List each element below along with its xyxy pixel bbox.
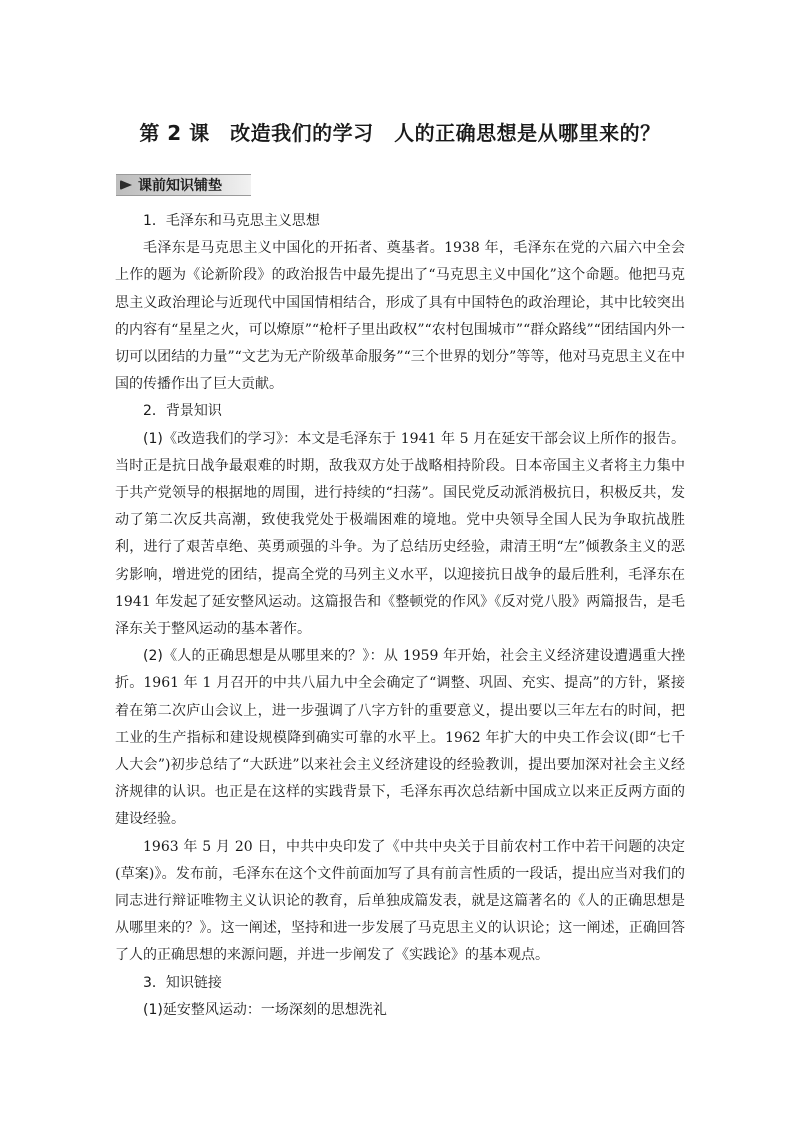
paragraph-maozedong: 毛泽东是马克思主义中国化的开拓者、奠基者。1938 年，毛泽东在党的六届六中全会上作的题为《论新阶段》的政治报告中最先提出了“马克思主义中国化”这个命题。他把马克思主义政治理论与近现代中国国情相结合，形成了具有中国特色的政治理论，其中比较突出的内容有“星星之火，可以燎原”“枪杆子里出政权”“农村包围城市”“群众路线”“团结国内外一切可以团结的力量”“文艺为无产阶级革命服务”“三个世界的划分”等等，他对马克思主义在中国的传播作出了巨大贡献。	[115, 240, 685, 393]
paragraph-gaizao	[115, 426, 685, 644]
section-heading-1: 1．毛泽东和马克思主义思想	[143, 213, 320, 229]
document-body	[115, 208, 685, 1024]
paragraph-text: 本文是毛泽东于 1941 年 5 月在延安干部会议上所作的报告。当时正是抗日战争最艰难的时期，敌我双方处于战略相持阶段。日本帝国主义者将主力集中于共产党领导的根据地的周围，进行持续的“扫荡”。国民党反动派消极抗日，积极反共，发动了第二次反共高潮，致使我党处于极端困难的境地。党中央领导全国人民为争取抗战胜利，进行了艰苦卓绝、英勇顽强的斗争。为了总结历史经验，肃清王明“左”倾教条主义的恶劣影响，增进党的团结，提高全党的马列主义水平，以迎接抗日战争的最后胜利，毛泽东在 1941 年发起了延安整风运动。这篇报告和《整顿党的作风》《反对党八股》两篇报告，是毛泽东关于整风运动的基本著作。	[115, 430, 685, 638]
arrow-icon	[120, 180, 132, 190]
section-heading-3: 3．知识链接	[143, 974, 222, 991]
section-heading-2: 2．背景知识	[143, 403, 222, 420]
banner-label: 课前知识铺垫	[138, 178, 222, 194]
paragraph-zhengque-sixiang	[115, 643, 685, 833]
paragraph-lead: (1)《改造我们的学习》：	[143, 430, 298, 447]
paragraph-text: 从 1959 年开始，社会主义经济建设遭遇重大挫折。1961 年 1 月召开的中共八届九中全会确定了“调整、巩固、充实、提高”的方针，紧接着在第二次庐山会议上，进一步强调了八字方针的重要意义，提出要以三年左右的时间，把工业的生产指标和建设规模降到确实可靠的水平上。1962 年扩大的中央工作会议(即“七千人大会”)初步总结了“大跃进”以来社会主义经济建设的经验教训，提出要加深对社会主义经济规律的认识。也正是在这样的实践背景下，毛泽东再次总结新中国成立以来正反两方面的建设经验。	[115, 648, 685, 828]
section-banner	[116, 174, 251, 196]
paragraph-lead: (2)《人的正确思想是从哪里来的？》：	[143, 648, 384, 665]
paragraph-1963: 1963 年 5 月 20 日，中共中央印发了《中共中央关于目前农村工作中若干问题的决定(草案)》。发布前，毛泽东在这个文件前面加写了具有前言性质的一段话，提出应当对我们的同志进行辩证唯物主义认识论的教育，后单独成篇发表，就是这篇著名的《人的正确思想是从哪里来的？》。这一阐述，坚持和进一步发展了马克思主义的认识论；这一阐述，正确回答了人的正确思想的来源问题，并进一步阐发了《实践论》的基本观点。	[115, 838, 685, 964]
subsection-heading: (1)延安整风运动：一场深刻的思想洗礼	[143, 1001, 387, 1018]
page-title: 第 2 课 改造我们的学习 人的正确思想是从哪里来的？	[139, 121, 661, 145]
